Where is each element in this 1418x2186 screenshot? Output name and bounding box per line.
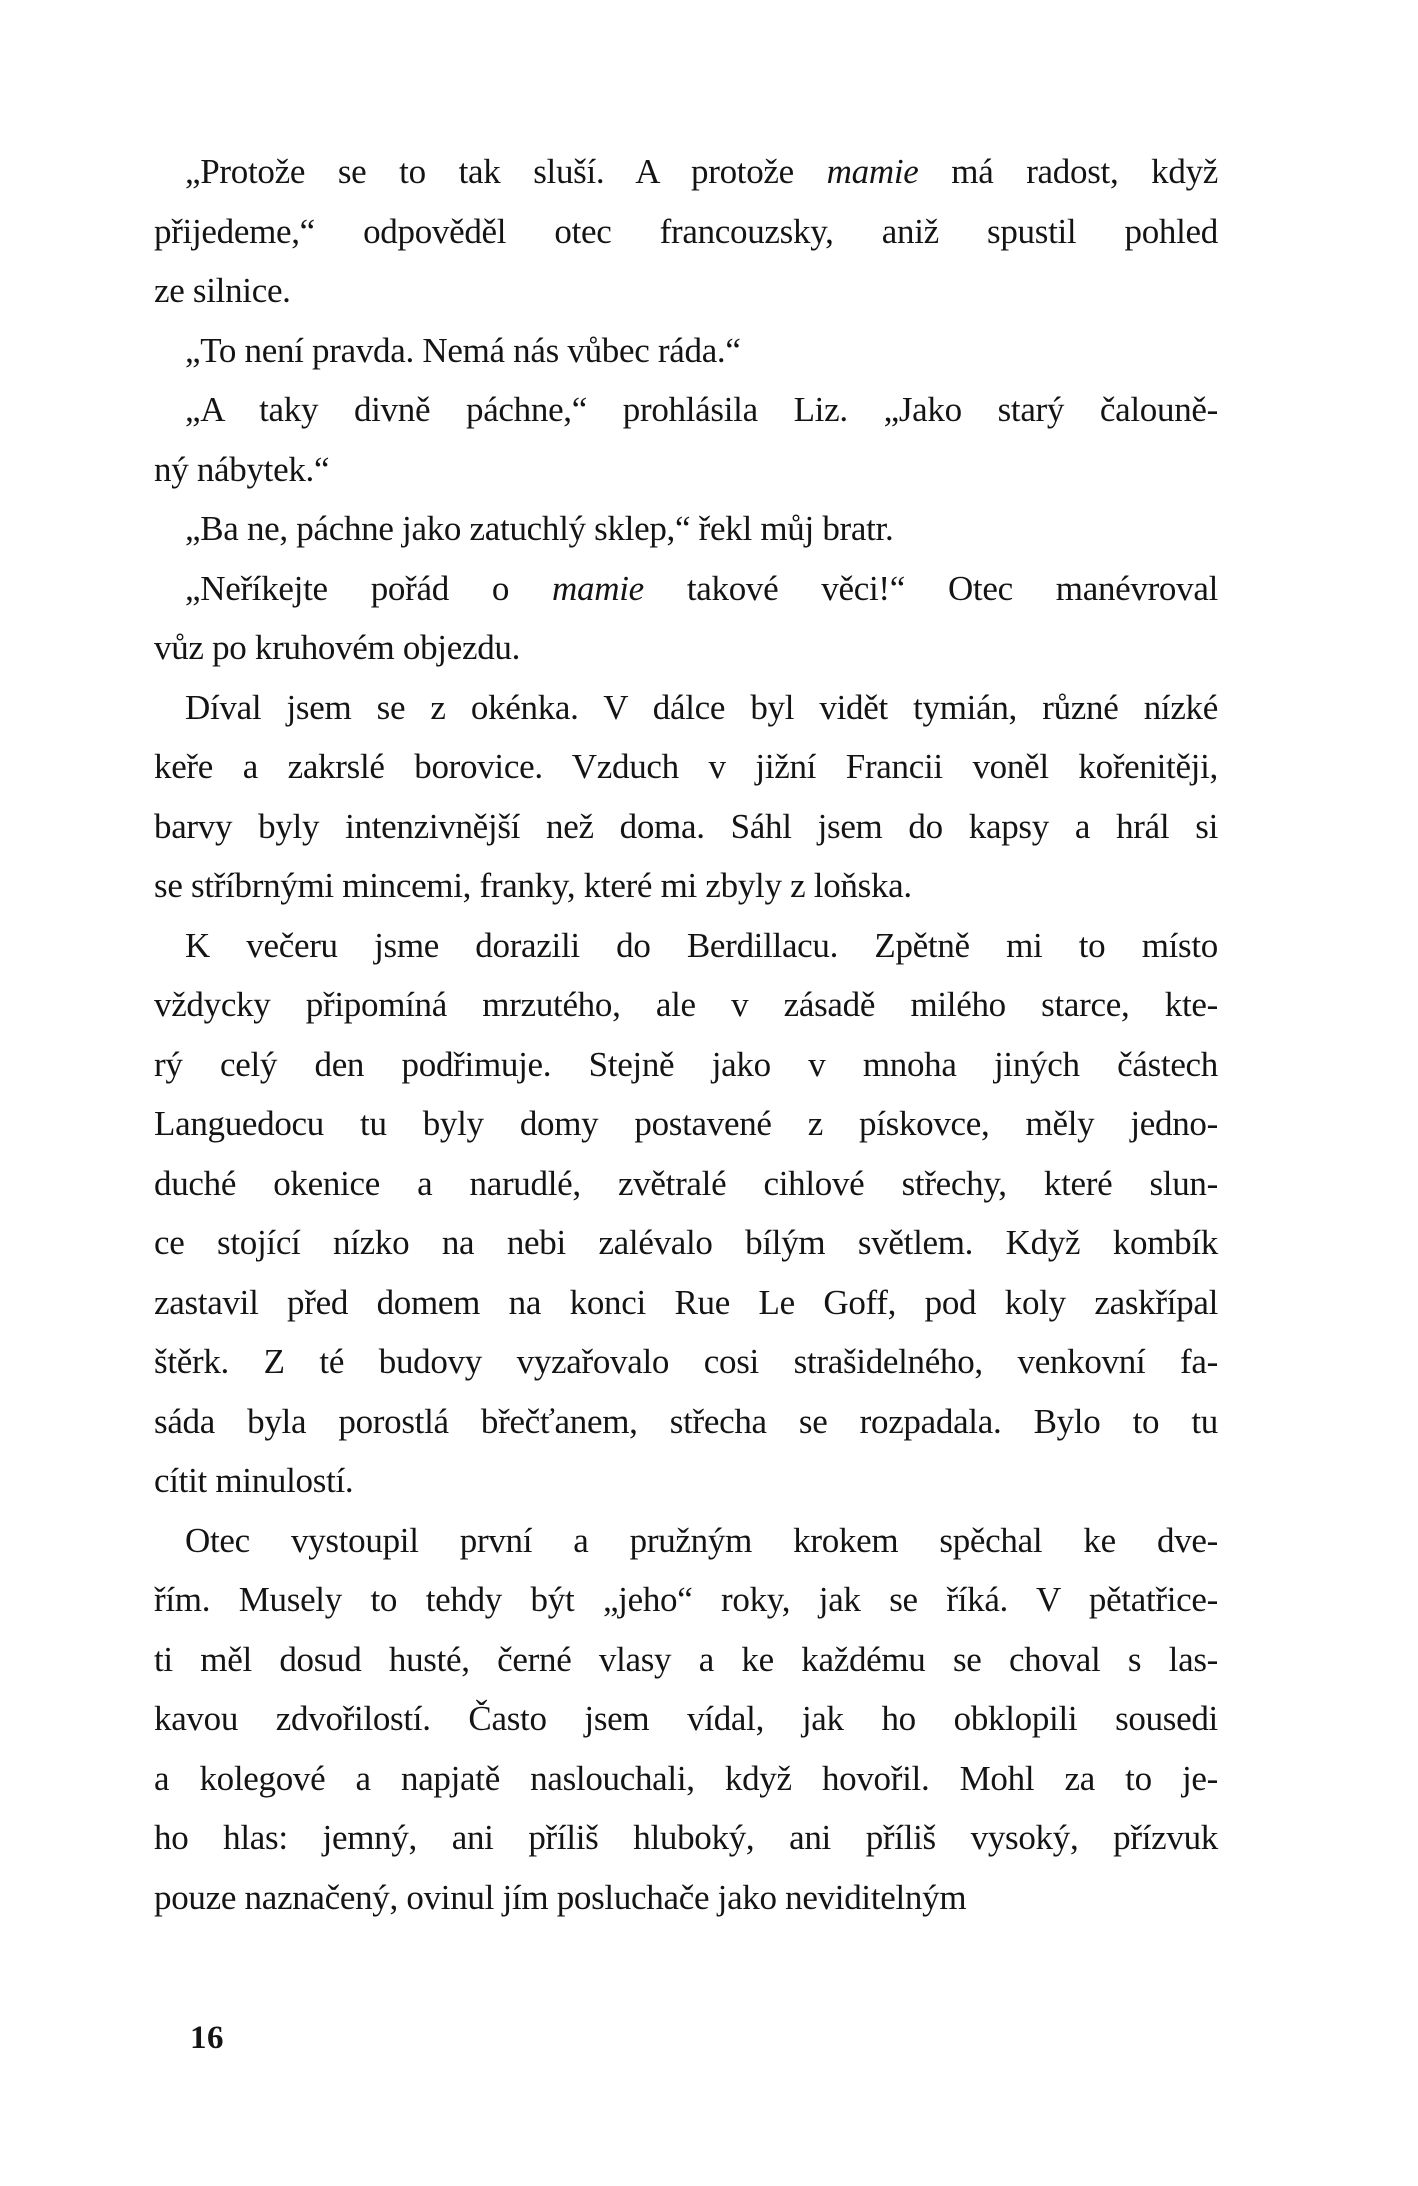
text-segment: ze silnice. (154, 271, 291, 310)
text-segment: sáda byla porostlá břečťanem, střecha se rozpadala. Bylo to tu (154, 1401, 1218, 1441)
text-segment: ce stojící nízko na nebi zalévalo bílým světlem. Když kombík (154, 1223, 1218, 1262)
text-segment: kavou zdvořilostí. Často jsem vídal, jak ho obklopili sousedi (154, 1699, 1218, 1738)
text-segment: keře a zakrslé borovice. Vzduch v jižní Francii voněl kořenitěji, (154, 747, 1218, 786)
text-line (154, 1868, 1218, 1928)
text-line (154, 1392, 1218, 1452)
text-line (154, 1035, 1218, 1095)
body-text-block (154, 142, 1218, 1927)
text-segment: ný nábytek.“ (154, 449, 330, 489)
text-line (154, 559, 1218, 619)
text-segment: Díval jsem se z okénka. V dálce byl vidět tymián, různé nízké (185, 687, 1218, 727)
text-line (154, 1213, 1218, 1273)
text-line (154, 202, 1218, 262)
italic-word: mamie (826, 152, 919, 191)
text-line (154, 1154, 1218, 1214)
text-segment: takové věci!“ Otec manévroval (643, 568, 1218, 608)
text-line (154, 440, 1218, 500)
text-line (154, 678, 1218, 738)
text-segment: Languedocu tu byly domy postavené z pískovce, měly jedno- (154, 1104, 1218, 1143)
text-segment: ti měl dosud husté, černé vlasy a ke každému se choval s las- (154, 1639, 1218, 1679)
text-segment: „To není pravda. Nemá nás vůbec ráda.“ (185, 330, 741, 370)
text-line (154, 856, 1218, 916)
text-line (154, 916, 1218, 976)
text-line (154, 1630, 1218, 1690)
text-segment: se stříbrnými mincemi, franky, které mi zbyly z loňska. (154, 866, 912, 905)
text-line (154, 261, 1218, 321)
text-segment: štěrk. Z té budovy vyzařovalo cosi strašidelného, venkovní fa- (154, 1342, 1218, 1381)
text-line (154, 1749, 1218, 1809)
text-segment: má radost, když (918, 152, 1219, 191)
text-segment: „Neříkejte pořád o (185, 568, 553, 608)
text-line (154, 737, 1218, 797)
text-line (154, 380, 1218, 440)
text-segment: barvy byly intenzivnější než doma. Sáhl jsem do kapsy a hrál si (154, 806, 1218, 846)
text-line (154, 975, 1218, 1035)
text-line (154, 142, 1218, 202)
text-segment: K večeru jsme dorazili do Berdillacu. Zpětně mi to místo (185, 925, 1218, 965)
text-segment: „Ba ne, páchne jako zatuchlý sklep,“ řekl můj bratr. (185, 509, 894, 548)
text-segment: ho hlas: jemný, ani příliš hluboký, ani příliš vysoký, přízvuk (154, 1818, 1218, 1857)
text-segment: „Protože se to tak sluší. A protože (185, 152, 827, 191)
text-segment: a kolegové a napjatě naslouchali, když hovořil. Mohl za to je- (154, 1758, 1218, 1798)
text-segment: rý celý den podřimuje. Stejně jako v mnoha jiných částech (154, 1044, 1218, 1084)
text-line (154, 1094, 1218, 1154)
text-segment: zastavil před domem na konci Rue Le Goff, pod koly zaskřípal (154, 1282, 1218, 1322)
text-line (154, 1511, 1218, 1571)
text-line (154, 1689, 1218, 1749)
text-segment: duché okenice a narudlé, zvětralé cihlové střechy, které slun- (154, 1163, 1218, 1203)
italic-word: mamie (552, 568, 644, 608)
text-line (154, 618, 1218, 678)
text-segment: řím. Musely to tehdy být „jeho“ roky, jak se říká. V pětatřice- (154, 1580, 1218, 1619)
text-segment: pouze naznačený, ovinul jím posluchače jako neviditelným (154, 1877, 967, 1917)
text-line (154, 1273, 1218, 1333)
text-segment: přijedeme,“ odpověděl otec francouzsky, aniž spustil pohled (154, 211, 1218, 251)
text-segment: Otec vystoupil první a pružným krokem spěchal ke dve- (185, 1520, 1218, 1560)
text-segment: vůz po kruhovém objezdu. (154, 628, 521, 667)
text-segment: „A taky divně páchne,“ prohlásila Liz. „Jako starý čalouně- (185, 390, 1218, 429)
text-line (154, 1332, 1218, 1392)
text-segment: vždycky připomíná mrzutého, ale v zásadě milého starce, kte- (154, 985, 1218, 1024)
page-number: 16 (190, 2020, 224, 2056)
text-line (154, 321, 1218, 381)
text-line (154, 1570, 1218, 1630)
text-line (154, 797, 1218, 857)
text-line (154, 1808, 1218, 1868)
text-line (154, 1451, 1218, 1511)
text-segment: cítit minulostí. (154, 1461, 354, 1500)
text-line (154, 499, 1218, 559)
